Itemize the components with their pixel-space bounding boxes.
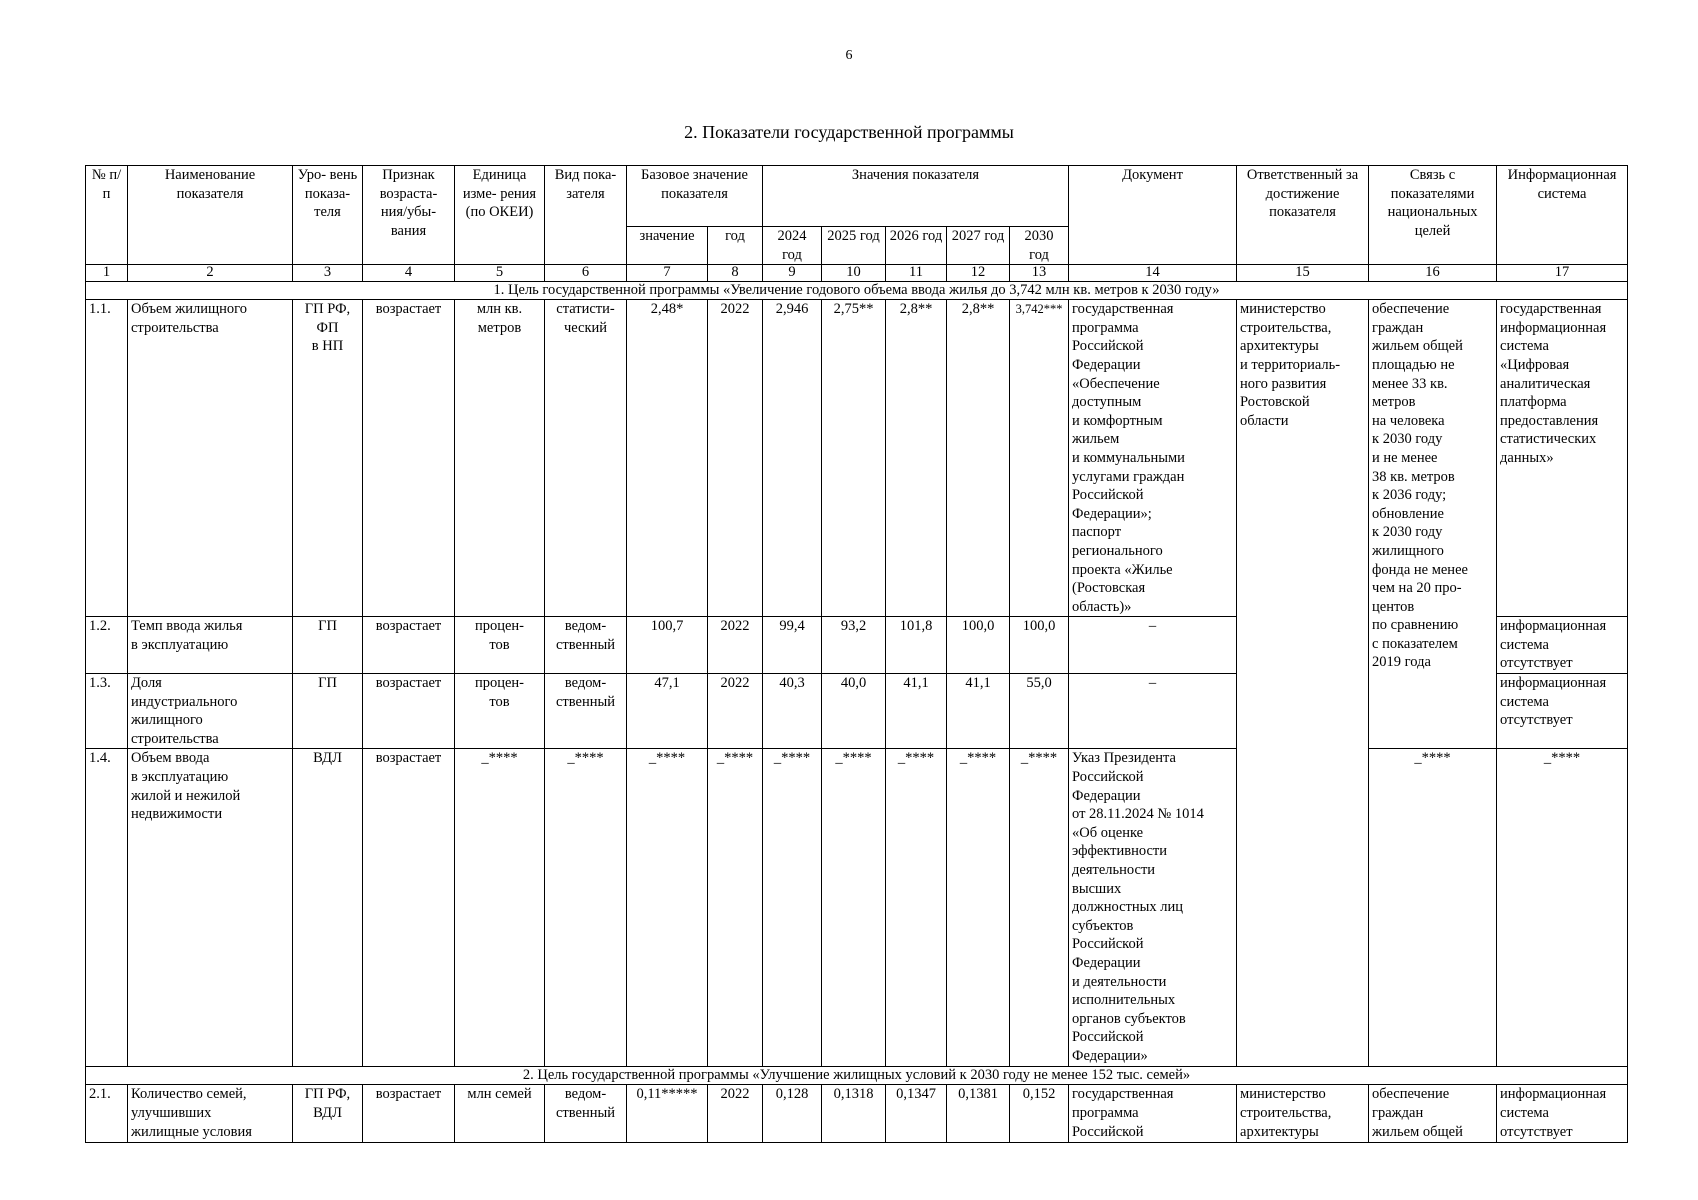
info-system: информационная система отсутствует <box>1497 674 1628 749</box>
header-year-2025: 2025 год <box>822 227 886 265</box>
base-value: 47,1 <box>627 674 708 749</box>
header-kind: Вид пока- зателя <box>545 166 627 265</box>
indicator-name: Объем жилищного строительства <box>128 300 293 617</box>
header-year-2026: 2026 год <box>886 227 947 265</box>
header-trend: Признак возраста- ния/убы- вания <box>363 166 455 265</box>
value-2030: 3,742*** <box>1010 300 1069 617</box>
header-level: Уро- вень показа- теля <box>293 166 363 265</box>
indicator-name: Темп ввода жилья в эксплуатацию <box>128 617 293 674</box>
info-system: информационная система отсутствует <box>1497 617 1628 674</box>
column-number: 4 <box>363 265 455 282</box>
goal-1-text: 1. Цель государственной программы «Увеличение годового объема ввода жилья до 3,742 млн кв. метров к 2030 году» <box>86 282 1628 300</box>
header-unit: Единица изме- рения (по ОКЕИ) <box>455 166 545 265</box>
goal-row-2 <box>86 1067 1628 1085</box>
document: – <box>1069 617 1237 674</box>
value-2025: _**** <box>822 749 886 1067</box>
value-2030: 55,0 <box>1010 674 1069 749</box>
column-number: 5 <box>455 265 545 282</box>
indicator-unit: _**** <box>455 749 545 1067</box>
column-number: 17 <box>1497 265 1628 282</box>
value-2030: 0,152 <box>1010 1085 1069 1143</box>
row-number: 1.3. <box>86 674 128 749</box>
base-year: 2022 <box>708 1085 763 1143</box>
table-row <box>86 300 1628 617</box>
info-system: _**** <box>1497 749 1628 1067</box>
document: государственная программа Российской Федерации «Обеспечение доступным и комфортным жильем и коммунальными услугами граждан Российской Федерации»; паспорт регионального проекта «Жилье (Ростовская область)» <box>1069 300 1237 617</box>
column-number: 11 <box>886 265 947 282</box>
value-2027: _**** <box>947 749 1010 1067</box>
value-2026: 101,8 <box>886 617 947 674</box>
header-base: Базовое значение показателя <box>627 166 763 227</box>
column-number: 10 <box>822 265 886 282</box>
document: – <box>1069 674 1237 749</box>
base-value: _**** <box>627 749 708 1067</box>
indicator-name: Количество семей, улучшивших жилищные условия <box>128 1085 293 1143</box>
indicator-trend: возрастает <box>363 617 455 674</box>
value-2030: 100,0 <box>1010 617 1069 674</box>
header-document: Документ <box>1069 166 1237 265</box>
info-system: информационная система отсутствует <box>1497 1085 1628 1143</box>
responsible: министерство строительства, архитектуры <box>1237 1085 1369 1143</box>
header-national-link: Связь с показателями национальных целей <box>1369 166 1497 265</box>
section-title: 2. Показатели государственной программы <box>684 122 1014 142</box>
indicator-kind: _**** <box>545 749 627 1067</box>
value-2026: 2,8** <box>886 300 947 617</box>
national-goal-link: обеспечение граждан жильем общей площадью не менее 33 кв. метров на человека к 2030 году и не менее 38 кв. метров к 2036 году; обновление к 2030 году жилищного фонда не менее чем на 20 про- центов по сравнению с показателем 2019 года <box>1369 300 1497 749</box>
value-2027: 41,1 <box>947 674 1010 749</box>
indicator-level: ГП <box>293 674 363 749</box>
indicator-unit: процен- тов <box>455 617 545 674</box>
national-goal-link: обеспечение граждан жильем общей <box>1369 1085 1497 1143</box>
indicator-trend: возрастает <box>363 749 455 1067</box>
base-year: 2022 <box>708 674 763 749</box>
value-2024: _**** <box>763 749 822 1067</box>
header-year-2030: 2030 год <box>1010 227 1069 265</box>
header-info-system: Информационная система <box>1497 166 1628 265</box>
column-number: 15 <box>1237 265 1369 282</box>
column-number: 8 <box>708 265 763 282</box>
column-number: 14 <box>1069 265 1237 282</box>
indicator-kind: ведом- ственный <box>545 674 627 749</box>
column-number: 13 <box>1010 265 1069 282</box>
header-row <box>86 166 1628 227</box>
header-num: № п/п <box>86 166 128 265</box>
header-name: Наименование показателя <box>128 166 293 265</box>
header-year-2024: 2024 год <box>763 227 822 265</box>
column-number: 12 <box>947 265 1010 282</box>
column-number: 6 <box>545 265 627 282</box>
row-number: 1.4. <box>86 749 128 1067</box>
header-responsible: Ответственный за достижение показателя <box>1237 166 1369 265</box>
table-row <box>86 749 1628 1067</box>
value-2024: 0,128 <box>763 1085 822 1143</box>
value-2030: _**** <box>1010 749 1069 1067</box>
responsible: министерство строительства, архитектуры и территориаль- ного развития Ростовской области <box>1237 300 1369 1067</box>
goal-row-1 <box>86 282 1628 300</box>
header-values: Значения показателя <box>763 166 1069 227</box>
info-system: государственная информационная система «Цифровая аналитическая платформа предоставления статистических данных» <box>1497 300 1628 617</box>
indicator-unit: процен- тов <box>455 674 545 749</box>
indicator-kind: статисти- ческий <box>545 300 627 617</box>
row-number: 1.1. <box>86 300 128 617</box>
base-value: 2,48* <box>627 300 708 617</box>
document: государственная программа Российской <box>1069 1085 1237 1143</box>
value-2025: 2,75** <box>822 300 886 617</box>
indicator-unit: млн семей <box>455 1085 545 1143</box>
indicator-level: ГП РФ, ФП в НП <box>293 300 363 617</box>
document: Указ Президента Российской Федерации от 28.11.2024 № 1014 «Об оценке эффективности деятельности высших должностных лиц субъектов Российской Федерации и деятельности исполнительных органов субъектов Российской Федерации» <box>1069 749 1237 1067</box>
column-number: 3 <box>293 265 363 282</box>
column-number: 2 <box>128 265 293 282</box>
indicator-unit: млн кв. метров <box>455 300 545 617</box>
base-year: 2022 <box>708 617 763 674</box>
indicator-level: ВДЛ <box>293 749 363 1067</box>
row-number: 1.2. <box>86 617 128 674</box>
column-number-row <box>86 265 1628 282</box>
indicators-table <box>85 165 1628 1143</box>
value-2026: 0,1347 <box>886 1085 947 1143</box>
header-year-2027: 2027 год <box>947 227 1010 265</box>
indicator-trend: возрастает <box>363 1085 455 1143</box>
indicator-level: ГП <box>293 617 363 674</box>
table-row <box>86 1085 1628 1143</box>
base-value: 100,7 <box>627 617 708 674</box>
row-number: 2.1. <box>86 1085 128 1143</box>
page-number: 6 <box>845 48 853 63</box>
column-number: 1 <box>86 265 128 282</box>
column-number: 9 <box>763 265 822 282</box>
value-2024: 99,4 <box>763 617 822 674</box>
national-goal-link: _**** <box>1369 749 1497 1067</box>
header-base-value: значение <box>627 227 708 265</box>
column-number: 16 <box>1369 265 1497 282</box>
indicator-trend: возрастает <box>363 674 455 749</box>
goal-2-text: 2. Цель государственной программы «Улучшение жилищных условий к 2030 году не менее 152 тыс. семей» <box>86 1067 1628 1085</box>
column-number: 7 <box>627 265 708 282</box>
indicator-trend: возрастает <box>363 300 455 617</box>
indicator-level: ГП РФ, ВДЛ <box>293 1085 363 1143</box>
indicator-kind: ведом- ственный <box>545 1085 627 1143</box>
value-2024: 2,946 <box>763 300 822 617</box>
value-2025: 93,2 <box>822 617 886 674</box>
value-2027: 0,1381 <box>947 1085 1010 1143</box>
value-2026: _**** <box>886 749 947 1067</box>
value-2027: 100,0 <box>947 617 1010 674</box>
indicator-kind: ведом- ственный <box>545 617 627 674</box>
header-base-year: год <box>708 227 763 265</box>
base-value: 0,11***** <box>627 1085 708 1143</box>
value-2025: 0,1318 <box>822 1085 886 1143</box>
value-2026: 41,1 <box>886 674 947 749</box>
indicator-name: Объем ввода в эксплуатацию жилой и нежилой недвижимости <box>128 749 293 1067</box>
value-2024: 40,3 <box>763 674 822 749</box>
value-2025: 40,0 <box>822 674 886 749</box>
value-2027: 2,8** <box>947 300 1010 617</box>
base-year: _**** <box>708 749 763 1067</box>
indicator-name: Доля индустриального жилищного строительства <box>128 674 293 749</box>
base-year: 2022 <box>708 300 763 617</box>
